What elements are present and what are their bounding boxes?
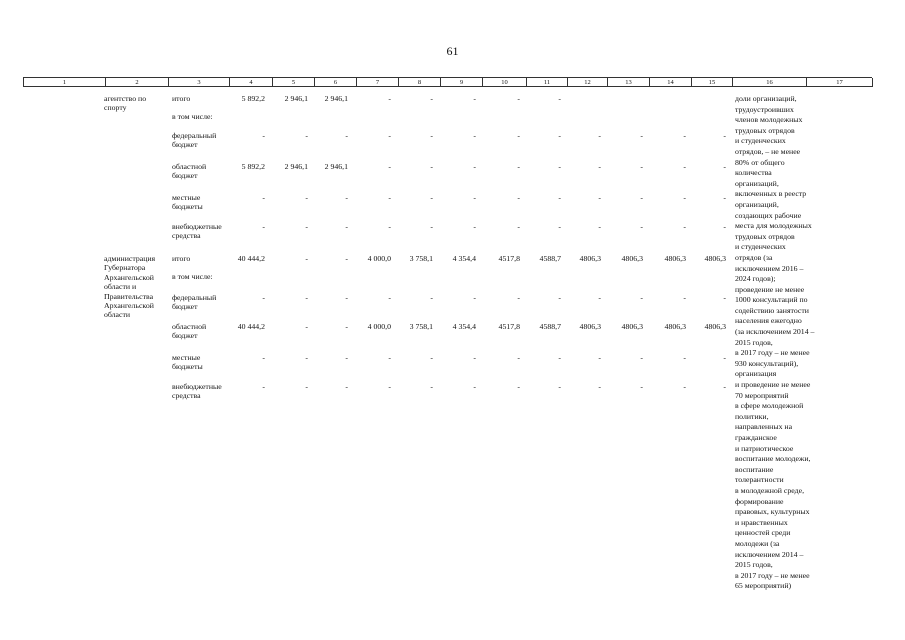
value-cell: -	[262, 382, 265, 391]
value-cell: -	[473, 222, 476, 231]
value-cell: -	[683, 382, 686, 391]
value-cell: -	[558, 94, 561, 103]
row-label-regional: областной бюджет	[172, 162, 207, 181]
value-cell: -	[558, 353, 561, 362]
value-cell: -	[305, 293, 308, 302]
value-cell: -	[345, 131, 348, 140]
value-cell: -	[345, 222, 348, 231]
result-line: и нравственных	[735, 517, 788, 527]
value-cell: -	[640, 293, 643, 302]
value-cell: -	[598, 293, 601, 302]
value-cell: 2 946,1	[324, 162, 348, 171]
header-col-10: 10	[483, 78, 527, 87]
value-cell: -	[558, 222, 561, 231]
result-line: трудовых отрядов	[735, 231, 795, 241]
value-cell: -	[517, 222, 520, 231]
value-cell: -	[558, 193, 561, 202]
value-cell: -	[723, 222, 726, 231]
result-line: исключением 2014 –	[735, 549, 804, 559]
value-cell: -	[517, 131, 520, 140]
value-cell: -	[683, 353, 686, 362]
value-cell: -	[683, 193, 686, 202]
value-cell: -	[598, 162, 601, 171]
value-cell: -	[262, 293, 265, 302]
result-line: и студенческих	[735, 136, 786, 146]
result-line: 2015 годов,	[735, 337, 773, 347]
value-cell: -	[640, 222, 643, 231]
value-cell: -	[262, 193, 265, 202]
value-cell: -	[305, 193, 308, 202]
value-cell: 4 354,4	[452, 254, 476, 263]
result-line: 1000 консультаций по	[735, 295, 808, 305]
value-cell: 4806,3	[704, 254, 726, 263]
row-label-extrabudget: внебюджетные средства	[172, 222, 222, 241]
value-cell: -	[683, 222, 686, 231]
value-cell: -	[305, 254, 308, 263]
value-cell: -	[430, 222, 433, 231]
result-line: в 2017 году – не менее	[735, 570, 810, 580]
result-line: включенных в реестр	[735, 189, 807, 199]
value-cell: 4 354,4	[452, 322, 476, 331]
value-cell: 4 000,0	[367, 254, 391, 263]
executor-administration: администрация Губернатора Архангельской области и Правительства Архангельской области	[104, 254, 156, 320]
header-col-14: 14	[650, 78, 692, 87]
result-line: 70 мероприятий	[735, 390, 789, 400]
value-cell: -	[517, 382, 520, 391]
header-col-15: 15	[692, 78, 733, 87]
value-cell: -	[723, 353, 726, 362]
value-cell: 3 758,1	[409, 254, 433, 263]
value-cell: -	[345, 382, 348, 391]
row-label-regional: областной бюджет	[172, 322, 207, 341]
result-line: организаций,	[735, 199, 779, 209]
result-line: 2015 годов,	[735, 560, 773, 570]
result-line: организация	[735, 369, 777, 379]
result-line: трудовых отрядов	[735, 125, 795, 135]
value-cell: -	[517, 94, 520, 103]
result-line: направленных на	[735, 422, 793, 432]
header-col-17: 17	[807, 78, 873, 87]
executor-sport: агентство по спорту	[104, 94, 147, 113]
result-line: в молодежной среде,	[735, 485, 805, 495]
value-cell: -	[305, 353, 308, 362]
row-label-total: итого	[172, 94, 191, 103]
page-number: 61	[446, 44, 459, 58]
value-cell: -	[388, 293, 391, 302]
header-col-7: 7	[357, 78, 399, 87]
value-cell: -	[262, 353, 265, 362]
result-line: создающих рабочие	[735, 210, 802, 220]
header-col-11: 11	[527, 78, 568, 87]
value-cell: -	[430, 353, 433, 362]
result-line: исключением 2016 –	[735, 263, 804, 273]
value-cell: -	[640, 382, 643, 391]
result-line: молодежи (за	[735, 538, 780, 548]
result-line: количества	[735, 168, 772, 178]
header-col-6: 6	[315, 78, 357, 87]
header-col-3: 3	[169, 78, 230, 87]
value-cell: -	[388, 222, 391, 231]
result-line: трудоустроивших	[735, 104, 794, 114]
value-cell: -	[598, 131, 601, 140]
result-line: правовых, культурных	[735, 507, 810, 517]
result-line: 65 мероприятий)	[735, 581, 792, 591]
value-cell: -	[598, 193, 601, 202]
value-cell: -	[723, 193, 726, 202]
value-cell: -	[517, 162, 520, 171]
result-line: и патриотическое	[735, 443, 794, 453]
value-cell: -	[305, 322, 308, 331]
result-line: в сфере молодежной	[735, 401, 804, 411]
result-line: 80% от общего	[735, 157, 785, 167]
value-cell: -	[430, 193, 433, 202]
result-line: 930 консультаций),	[735, 358, 799, 368]
header-col-8: 8	[399, 78, 441, 87]
result-line: в 2017 году – не менее	[735, 348, 810, 358]
result-line: отрядов (за	[735, 252, 773, 262]
value-cell: -	[345, 293, 348, 302]
result-line: и студенческих	[735, 242, 786, 252]
result-line: населения ежегодно	[735, 316, 802, 326]
value-cell: -	[598, 353, 601, 362]
value-cell: -	[683, 293, 686, 302]
value-cell: -	[640, 353, 643, 362]
value-cell: -	[430, 131, 433, 140]
result-line: воспитание молодежи,	[735, 454, 811, 464]
value-cell: 4806,3	[664, 254, 686, 263]
value-cell: -	[305, 382, 308, 391]
value-cell: 4588,7	[539, 254, 561, 263]
value-cell: -	[473, 131, 476, 140]
value-cell: -	[558, 293, 561, 302]
result-line: членов молодежных	[735, 115, 803, 125]
value-cell: -	[517, 353, 520, 362]
value-cell: 5 892,2	[241, 94, 265, 103]
value-cell: -	[683, 162, 686, 171]
value-cell: 4806,3	[621, 254, 643, 263]
header-col-12: 12	[568, 78, 608, 87]
value-cell: -	[558, 162, 561, 171]
value-cell: -	[473, 94, 476, 103]
result-line: 2024 годов);	[735, 274, 776, 284]
value-cell: -	[723, 131, 726, 140]
value-cell: -	[723, 162, 726, 171]
value-cell: -	[640, 131, 643, 140]
value-cell: -	[345, 353, 348, 362]
value-cell: -	[683, 131, 686, 140]
value-cell: -	[430, 162, 433, 171]
value-cell: -	[345, 322, 348, 331]
value-cell: -	[388, 353, 391, 362]
result-line: гражданское	[735, 433, 777, 442]
value-cell: 4806,3	[621, 322, 643, 331]
value-cell: -	[345, 254, 348, 263]
value-cell: -	[430, 382, 433, 391]
value-cell: -	[305, 222, 308, 231]
header-col-5: 5	[273, 78, 315, 87]
result-text	[735, 94, 845, 592]
row-label-federal: федеральный бюджет	[172, 293, 217, 312]
value-cell: -	[473, 293, 476, 302]
value-cell: -	[473, 353, 476, 362]
row-label-local: местные бюджеты	[172, 353, 203, 372]
value-cell: 4 000,0	[367, 322, 391, 331]
value-cell: 40 444,2	[237, 322, 265, 331]
value-cell: -	[388, 193, 391, 202]
value-cell: -	[598, 222, 601, 231]
header-col-13: 13	[608, 78, 650, 87]
result-line: проведение не менее	[735, 284, 805, 294]
value-cell: -	[388, 131, 391, 140]
value-cell: 2 946,1	[324, 94, 348, 103]
value-cell: -	[305, 131, 308, 140]
header-col-2: 2	[106, 78, 169, 87]
result-line: ценностей среди	[735, 528, 791, 538]
result-line: и проведение не менее	[735, 380, 811, 390]
value-cell: -	[473, 382, 476, 391]
value-cell: -	[345, 193, 348, 202]
value-cell: -	[558, 131, 561, 140]
value-cell: 4517,8	[498, 322, 520, 331]
value-cell: -	[262, 131, 265, 140]
result-line: отрядов, – не менее	[735, 146, 801, 156]
value-cell: -	[388, 162, 391, 171]
row-label-including: в том числе:	[172, 272, 213, 281]
value-cell: -	[430, 293, 433, 302]
value-cell: 40 444,2	[237, 254, 265, 263]
value-cell: -	[473, 162, 476, 171]
value-cell: 2 946,1	[284, 162, 308, 171]
value-cell: -	[640, 162, 643, 171]
value-cell: -	[517, 293, 520, 302]
row-label-local: местные бюджеты	[172, 193, 203, 212]
header-col-4: 4	[230, 78, 273, 87]
result-line: содействию занятости	[735, 305, 809, 315]
value-cell: -	[388, 382, 391, 391]
value-cell: 4806,3	[704, 322, 726, 331]
value-cell: 4806,3	[664, 322, 686, 331]
value-cell: -	[723, 293, 726, 302]
table-header-row	[23, 77, 872, 87]
value-cell: 4806,3	[579, 254, 601, 263]
row-label-federal: федеральный бюджет	[172, 131, 217, 150]
value-cell: 4806,3	[579, 322, 601, 331]
value-cell: -	[388, 94, 391, 103]
value-cell: -	[517, 193, 520, 202]
result-line: (за исключением 2014 –	[735, 327, 815, 337]
header-col-1: 1	[24, 78, 106, 87]
result-line: воспитание	[735, 464, 774, 474]
value-cell: -	[558, 382, 561, 391]
value-cell: 3 758,1	[409, 322, 433, 331]
result-line: места для молодежных	[735, 221, 812, 231]
result-line: формирование	[735, 496, 784, 506]
result-line: толерантности	[735, 475, 784, 485]
result-line: политики,	[735, 411, 769, 421]
row-label-extrabudget: внебюджетные средства	[172, 382, 222, 401]
header-col-9: 9	[441, 78, 483, 87]
value-cell: 4588,7	[539, 322, 561, 331]
value-cell: 4517,8	[498, 254, 520, 263]
result-line: доли организаций,	[735, 94, 797, 103]
header-col-16: 16	[733, 78, 807, 87]
value-cell: 5 892,2	[241, 162, 265, 171]
value-cell: -	[640, 193, 643, 202]
value-cell: -	[262, 222, 265, 231]
result-line: организаций,	[735, 178, 779, 188]
value-cell: -	[473, 193, 476, 202]
value-cell: 2 946,1	[284, 94, 308, 103]
value-cell: -	[723, 382, 726, 391]
value-cell: -	[430, 94, 433, 103]
value-cell: -	[598, 382, 601, 391]
row-label-including: в том числе:	[172, 112, 213, 121]
row-label-total: итого	[172, 254, 191, 263]
